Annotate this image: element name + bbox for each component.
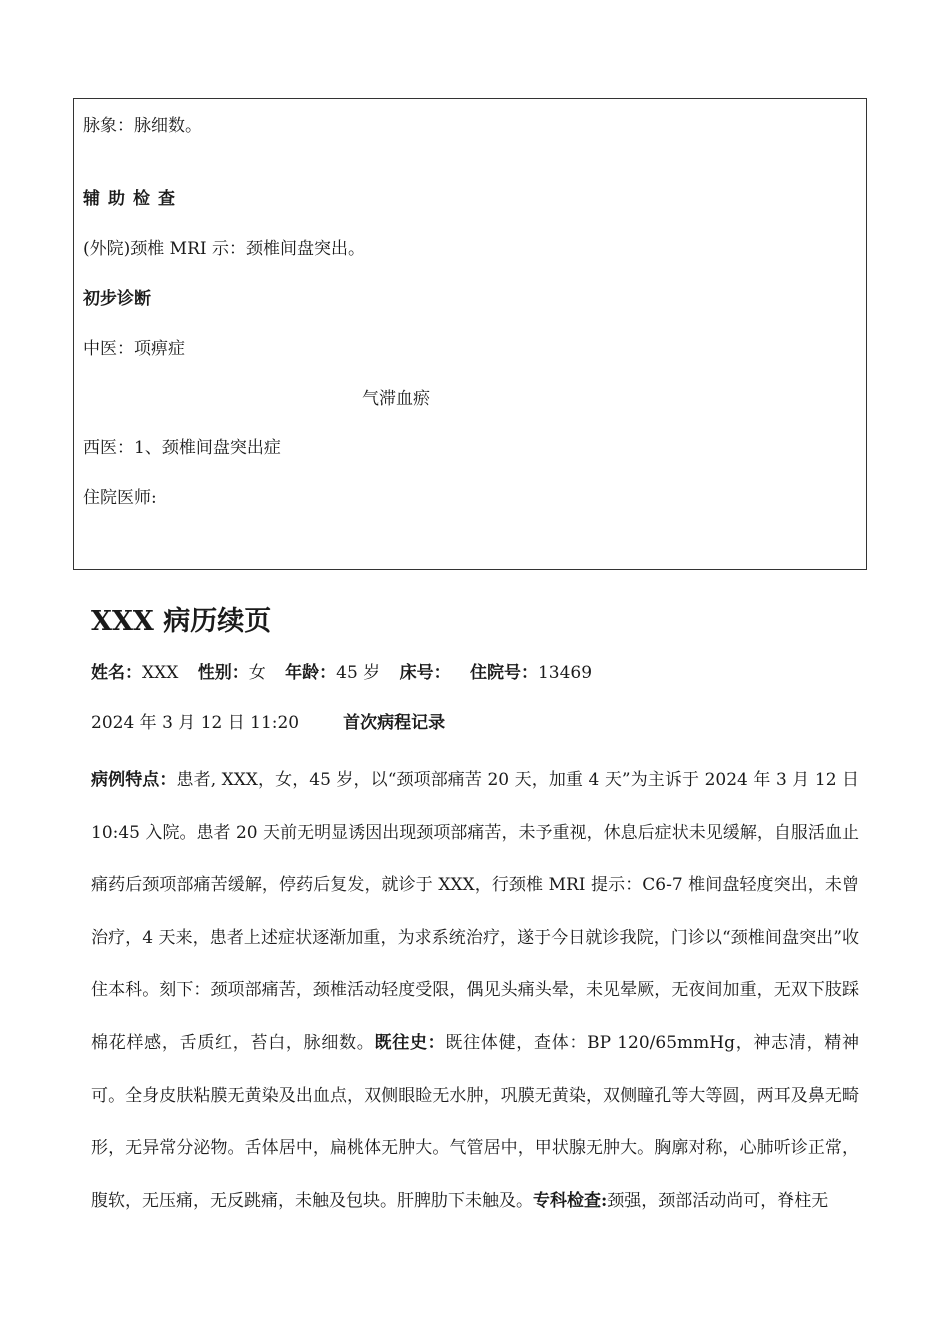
name-value: XXX bbox=[142, 663, 179, 683]
case-label: 病例特点： bbox=[91, 770, 177, 790]
age-value: 45 岁 bbox=[336, 663, 381, 683]
diagnosis-box bbox=[73, 98, 867, 570]
tcm-pattern: 气滞血瘀 bbox=[362, 389, 430, 409]
page-title: XXX 病历续页 bbox=[91, 606, 272, 637]
admission-no-label: 住院号： bbox=[469, 663, 538, 683]
special-exam-text: 颈强，颈部活动尚可，脊柱无 bbox=[607, 1190, 829, 1211]
course-record-title: 首次病程记录 bbox=[343, 713, 446, 733]
history-text: 既往体健，查体：BP 120/65mmHg，神志清，精神可。全身皮肤粘膜无黄染及出血点，双侧眼睑无水肿，巩膜无黄染，双侧瞳孔等大等圆，两耳及鼻无畸形，无异常分泌物。舌体居中，扁桃体无肿大。气管居中，甲状腺无肿大。胸廓对称，心肺听诊正常，腹软，无压痛，无反跳痛，未触及包块。肝脾肋下未触及。 bbox=[91, 1032, 860, 1211]
resident-signature-label: 住院医师: bbox=[83, 488, 157, 508]
prelim-diagnosis-heading: 初步诊断 bbox=[83, 289, 151, 309]
case-text: 患者, XXX，女，45 岁，以“颈项部痛苦 20 天，加重 4 天”为主诉于 2024 年 3 月 12 日 10:45 入院。患者 20 天前无明显诱因出现颈项部痛苦，未予重视，休息后症状未见缓解，自服活血止痛药后颈项部痛苦缓解，停药后复发，就诊于 XXX，行颈椎 MRI 提示：C6-7 椎间盘轻度突出，未曾治疗，4 天来，患者上述症状逐渐加重，为求系统治疗，遂于今日就诊我院，门诊以“颈椎间盘突出”收住本科。刻下：颈项部痛苦，颈椎活动轻度受限，偶见头痛头晕，未见晕厥，无夜间加重，无双下肢踩棉花样感，舌质红，苔白，脉细数。 bbox=[91, 770, 860, 1053]
case-summary-paragraph bbox=[91, 754, 859, 1227]
name-label: 姓名： bbox=[91, 663, 142, 683]
pulse-text: 脉象：脉细数。 bbox=[83, 116, 202, 136]
history-label: 既往史： bbox=[374, 1032, 446, 1053]
tcm-diagnosis: 中医：项痹症 bbox=[83, 339, 185, 359]
age-label: 年龄： bbox=[285, 663, 337, 683]
western-diagnosis: 西医：1、颈椎间盘突出症 bbox=[83, 438, 281, 458]
aux-exam-heading: 辅助检查 bbox=[83, 189, 183, 209]
admission-no-value: 13469 bbox=[537, 663, 593, 683]
sex-value: 女 bbox=[248, 663, 266, 683]
sex-label: 性别： bbox=[197, 663, 249, 683]
patient-info bbox=[91, 661, 592, 685]
record-datetime: 2024 年 3 月 12 日 11:20 bbox=[91, 713, 300, 733]
record-header bbox=[91, 711, 445, 735]
bed-label: 床号： bbox=[399, 663, 451, 683]
aux-exam-text: (外院)颈椎 MRI 示：颈椎间盘突出。 bbox=[83, 239, 365, 259]
special-exam-label: 专科检查: bbox=[533, 1190, 608, 1211]
